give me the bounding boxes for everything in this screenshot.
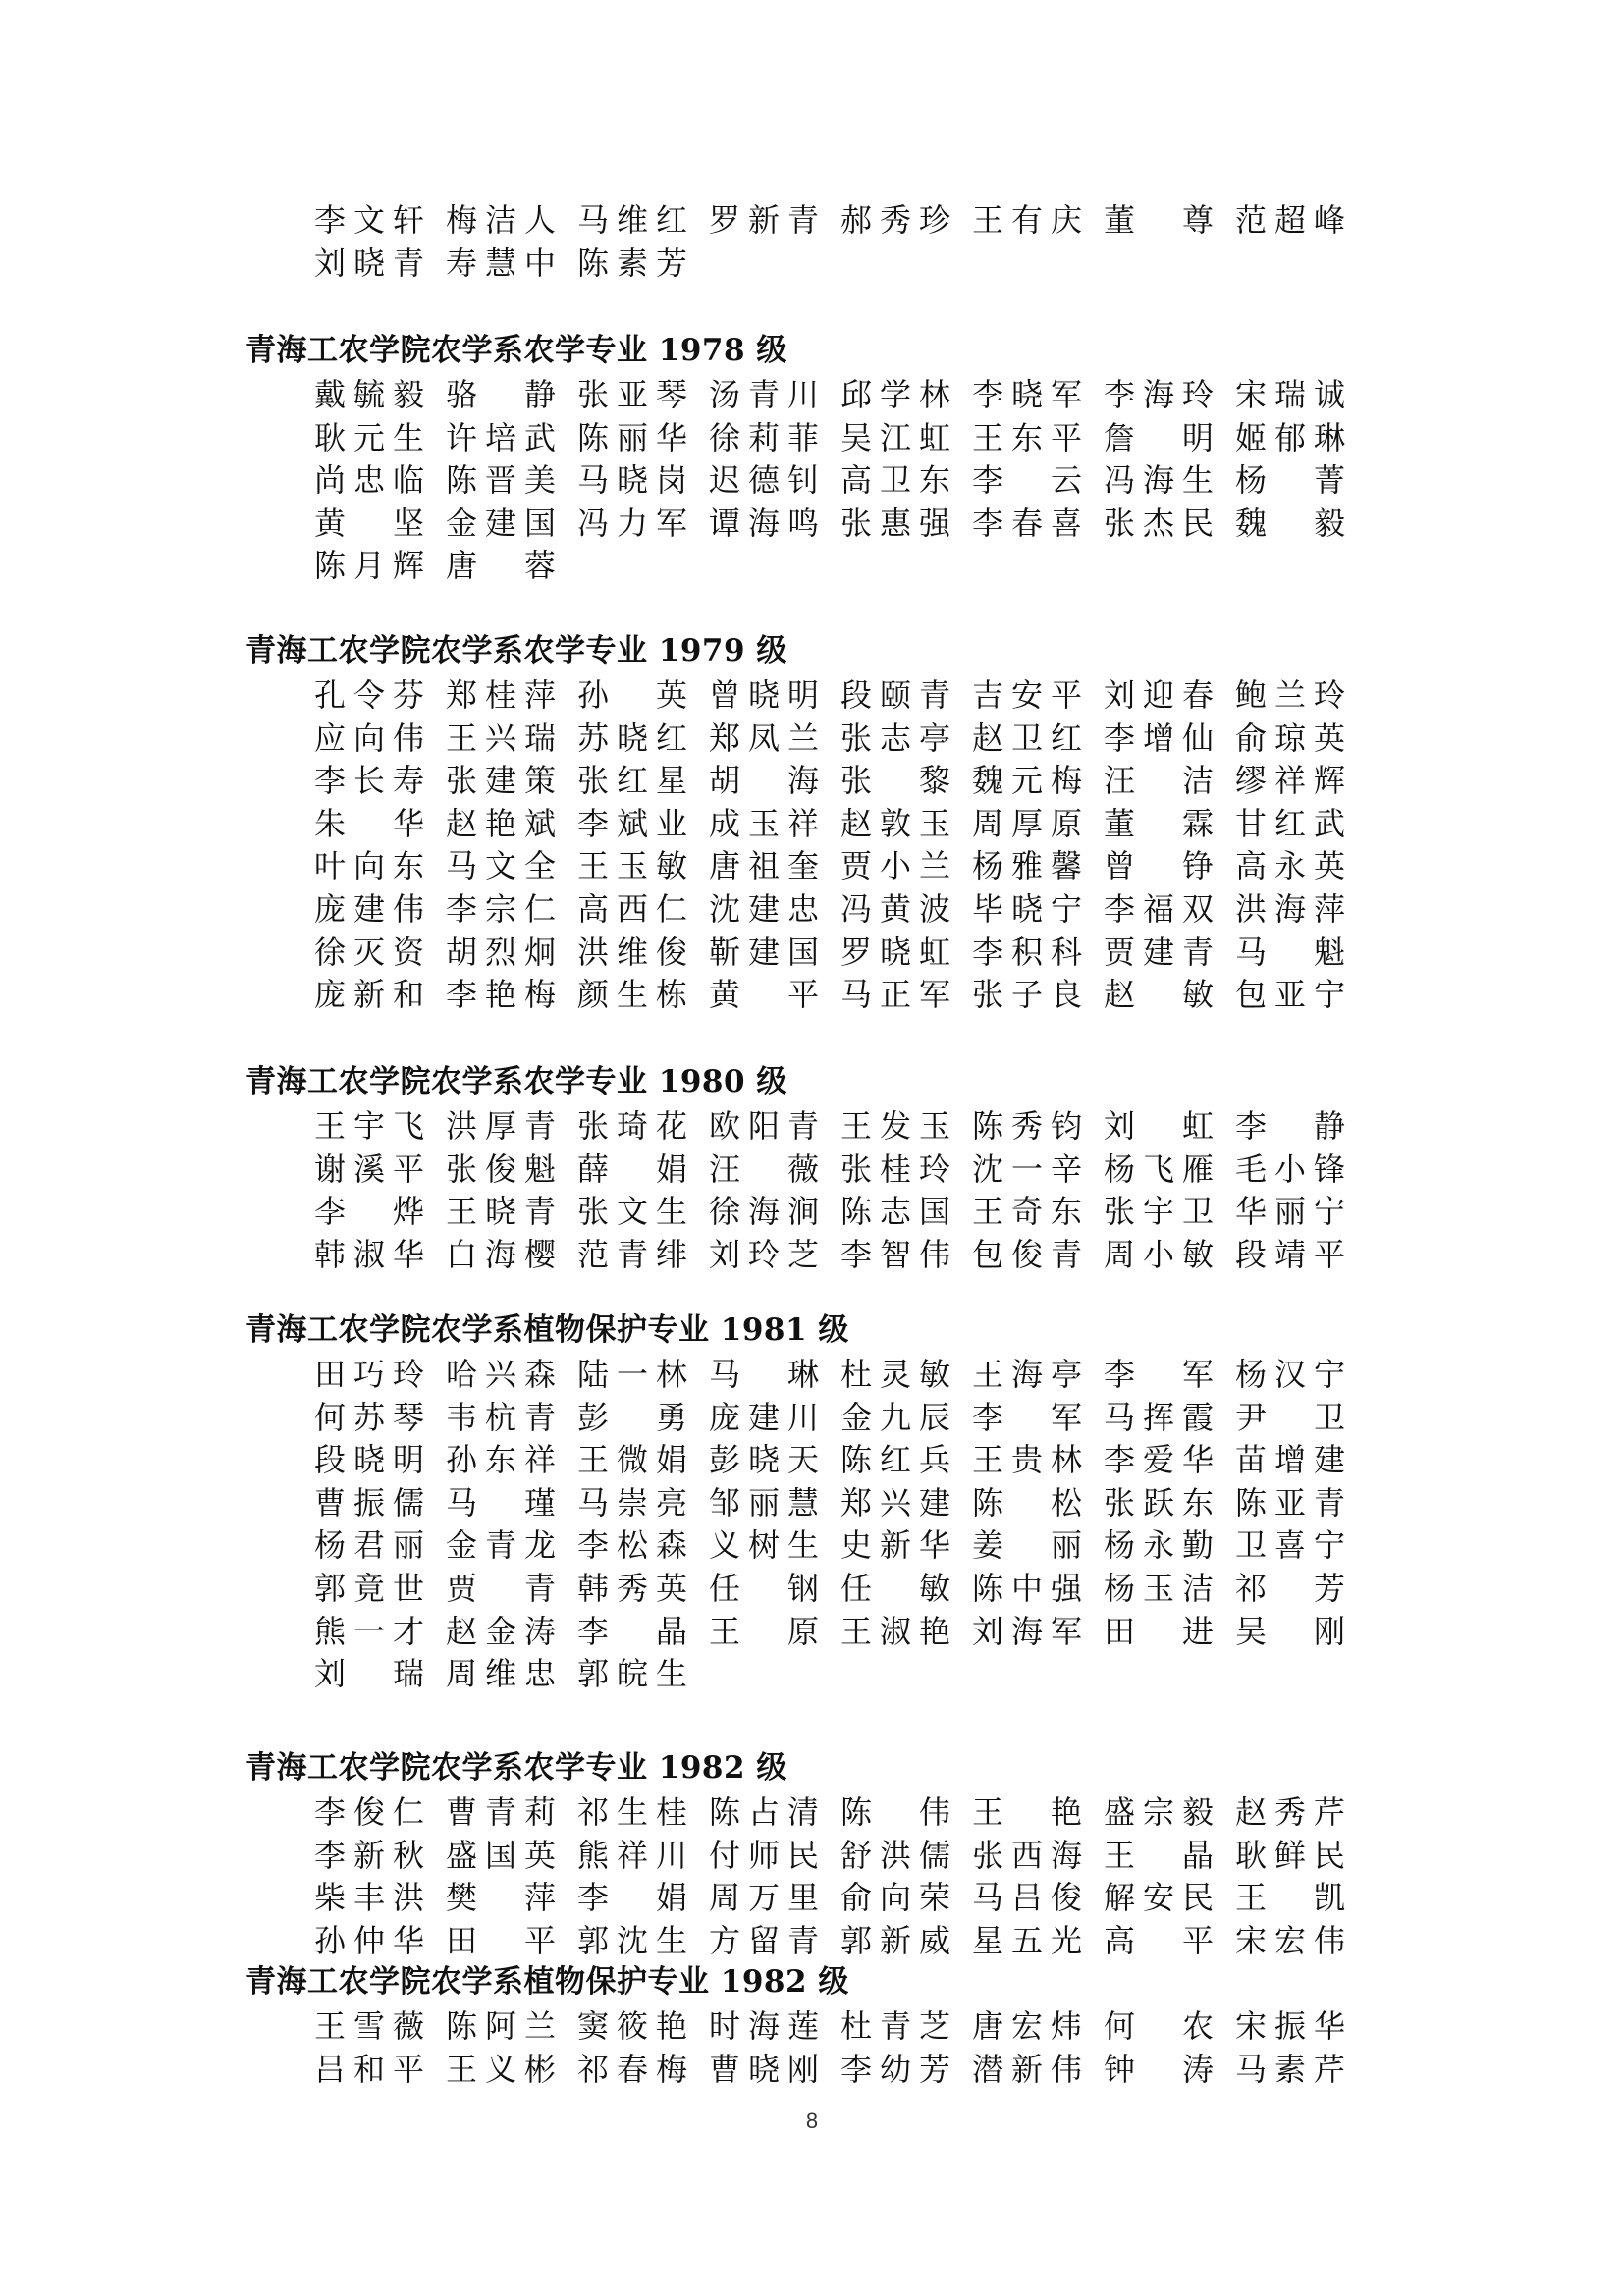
student-name: 史新华 [840,1526,950,1565]
student-name: 毛小锋 [1235,1149,1345,1188]
student-name: 周厚原 [972,804,1082,842]
student-name: 范超峰 [1235,201,1345,239]
student-name: 王奇东 [972,1193,1082,1231]
student-name: 戴毓毅 [314,376,424,413]
student-name: 王贵林 [972,1441,1082,1479]
student-name: 包俊青 [972,1235,1082,1273]
student-name: 黄 平 [709,976,819,1014]
student-name: 郑桂萍 [446,676,556,714]
student-name: 张西海 [972,1836,1082,1874]
student-name: 李长寿 [314,762,424,800]
student-name: 郝秀珍 [840,201,950,239]
student-name: 陈月辉 [314,547,424,585]
name-row [0,1233,1624,1276]
student-name: 杨 菁 [1235,461,1345,500]
name-row [0,1190,1624,1233]
student-name: 彭晓天 [709,1441,819,1479]
student-name: 郑凤兰 [709,719,819,757]
student-name: 苗增建 [1235,1441,1345,1479]
student-name: 张文生 [577,1193,687,1231]
student-name: 沈建忠 [709,890,819,928]
student-name: 张红星 [577,762,687,800]
student-name: 郭新威 [840,1921,950,1959]
student-name: 周维忠 [446,1655,556,1693]
student-name: 李春喜 [972,504,1082,542]
student-name: 曹青莉 [446,1793,556,1831]
student-name: 刘迎春 [1104,676,1214,714]
student-name: 李宗仁 [446,890,556,928]
name-row [0,973,1624,1016]
student-name: 叶向东 [314,847,424,885]
student-name: 赵敦玉 [840,804,950,842]
student-name: 陈占清 [709,1793,819,1831]
name-row [0,1481,1624,1524]
student-name: 李积科 [972,933,1082,971]
student-name: 付师民 [709,1836,819,1874]
student-name: 高西仁 [577,890,687,928]
class-heading: 青海工农学院农学系农学专业 1978 级 [245,333,787,368]
student-name: 马 瑾 [446,1483,556,1522]
student-name: 韩淑华 [314,1235,424,1273]
student-name: 胡 海 [709,762,819,800]
class-heading: 青海工农学院农学系植物保护专业 1981 级 [245,1312,849,1348]
student-name: 李文轩 [314,201,424,239]
student-name: 方留青 [709,1921,819,1959]
student-name: 熊一才 [314,1612,424,1650]
class-heading: 青海工农学院农学系农学专业 1980 级 [245,1064,787,1099]
student-name: 舒洪儒 [840,1836,950,1874]
student-name: 高卫东 [840,461,950,500]
student-name: 李晓军 [972,376,1082,413]
student-name: 时海莲 [709,2007,819,2045]
student-name: 金青龙 [446,1526,556,1565]
student-name: 盛国英 [446,1836,556,1874]
student-name: 俞向荣 [840,1879,950,1917]
student-name: 陈秀钧 [972,1107,1082,1145]
student-name: 王发玉 [840,1107,950,1145]
student-name: 任 敏 [840,1570,950,1607]
student-name: 曾 铮 [1104,847,1214,885]
student-name: 姜 丽 [972,1526,1082,1565]
student-name: 李海玲 [1104,376,1214,413]
student-name: 曹晓刚 [709,2050,819,2088]
student-name: 马挥霞 [1104,1398,1214,1436]
student-name: 李俊仁 [314,1793,424,1831]
student-name: 韦杭青 [446,1398,556,1436]
student-name: 许培武 [446,418,556,456]
student-name: 孙 英 [577,676,687,714]
student-name: 李 娟 [577,1879,687,1917]
student-name: 张建策 [446,762,556,800]
name-row [0,1652,1624,1695]
student-name: 缪祥辉 [1235,762,1345,800]
student-name: 魏元梅 [972,762,1082,800]
student-name: 李艳梅 [446,976,556,1014]
name-row [0,2048,1624,2091]
student-name: 曹振儒 [314,1483,424,1522]
student-name: 应向伟 [314,719,424,757]
student-name: 金九辰 [840,1398,950,1436]
student-name: 马 魁 [1235,933,1345,971]
student-name: 盛宗毅 [1104,1793,1214,1831]
student-name: 汤青川 [709,376,819,413]
student-name: 俞琼英 [1235,719,1345,757]
student-name: 田 进 [1104,1612,1214,1650]
student-name: 沈一辛 [972,1149,1082,1188]
name-row [0,887,1624,931]
student-name: 刘 瑞 [314,1655,424,1693]
class-heading: 青海工农学院农学系植物保护专业 1982 级 [245,1964,849,2000]
name-row [0,1567,1624,1610]
student-name: 白海樱 [446,1235,556,1273]
student-name: 柴丰洪 [314,1879,424,1917]
student-name: 冯力军 [577,504,687,542]
student-name: 马素芹 [1235,2050,1345,2088]
name-row [0,1104,1624,1148]
student-name: 马维红 [577,201,687,239]
student-name: 吕和平 [314,2050,424,2088]
student-name: 何苏琴 [314,1398,424,1436]
student-name: 郭沈生 [577,1921,687,1959]
name-row [0,544,1624,587]
student-name: 樊 萍 [446,1879,556,1917]
page-number: 8 [805,2109,819,2133]
student-name: 哈兴森 [446,1356,556,1393]
student-name: 朱 华 [314,804,424,842]
student-name: 冯黄波 [840,890,950,928]
student-name: 刘晓青 [314,243,424,282]
name-row [0,1919,1624,1962]
name-row [0,1396,1624,1439]
student-name: 谭海鸣 [709,504,819,542]
student-name: 宋振华 [1235,2007,1345,2045]
student-name: 李斌业 [577,804,687,842]
student-name: 赵金涛 [446,1612,556,1650]
student-name: 洪海萍 [1235,890,1345,928]
student-name: 贾 青 [446,1570,556,1607]
student-name: 董 尊 [1104,201,1214,239]
student-name: 段靖平 [1235,1235,1345,1273]
student-name: 张杰民 [1104,504,1214,542]
student-name: 王 艳 [972,1793,1082,1831]
name-row [0,1876,1624,1919]
name-row [0,1148,1624,1191]
student-name: 李福双 [1104,890,1214,928]
student-name: 熊祥川 [577,1836,687,1874]
student-name: 尚忠临 [314,461,424,500]
student-name: 王玉敏 [577,847,687,885]
student-name: 任 钢 [709,1570,819,1607]
student-name: 洪维俊 [577,933,687,971]
name-row [0,2004,1624,2048]
student-name: 徐海涧 [709,1193,819,1231]
student-name: 杨飞雁 [1104,1149,1214,1188]
student-name: 徐灭资 [314,933,424,971]
student-name: 吴江虹 [840,418,950,456]
name-row [0,759,1624,802]
student-name: 王义彬 [446,2050,556,2088]
student-name: 张亚琴 [577,376,687,413]
student-name: 毕晓宁 [972,890,1082,928]
student-name: 杨君丽 [314,1526,424,1565]
student-name: 田 平 [446,1921,556,1959]
student-name: 贾建青 [1104,933,1214,971]
student-name: 赵 敏 [1104,976,1214,1014]
student-name: 成玉祥 [709,804,819,842]
class-heading: 青海工农学院农学系农学专业 1982 级 [245,1750,787,1786]
name-row [0,673,1624,717]
student-name: 王淑艳 [840,1612,950,1650]
student-name: 徐莉菲 [709,418,819,456]
student-name: 李 军 [1104,1356,1214,1393]
student-name: 郑兴建 [840,1483,950,1522]
student-name: 李 云 [972,461,1082,500]
student-name: 赵艳斌 [446,804,556,842]
student-name: 李幼芳 [840,2050,950,2088]
student-name: 邹丽慧 [709,1483,819,1522]
student-name: 杜灵敏 [840,1356,950,1393]
student-name: 宋瑞诚 [1235,376,1345,413]
name-row [0,1523,1624,1567]
student-name: 陈 伟 [840,1793,950,1831]
name-row [0,241,1624,285]
student-name: 骆 静 [446,376,556,413]
student-name: 王微娟 [577,1441,687,1479]
student-name: 詹 明 [1104,418,1214,456]
student-name: 姬郁琳 [1235,418,1345,456]
student-name: 李爱华 [1104,1441,1214,1479]
name-row [0,416,1624,459]
student-name: 庞新和 [314,976,424,1014]
student-name: 杨汉宁 [1235,1356,1345,1393]
name-row [0,1834,1624,1877]
student-name: 段晓明 [314,1441,424,1479]
student-name: 卫喜宁 [1235,1526,1345,1565]
student-name: 刘海军 [972,1612,1082,1650]
student-name: 李增仙 [1104,719,1214,757]
student-name: 陈志国 [840,1193,950,1231]
student-name: 李 晶 [577,1612,687,1650]
student-name: 周小敏 [1104,1235,1214,1273]
student-name: 苏晓红 [577,719,687,757]
student-name: 郭竟世 [314,1570,424,1607]
student-name: 鲍兰玲 [1235,676,1345,714]
student-name: 李松森 [577,1526,687,1565]
name-row [0,373,1624,416]
student-name: 祁春梅 [577,2050,687,2088]
name-row [0,1790,1624,1834]
student-name: 杨玉洁 [1104,1570,1214,1607]
student-name: 钟 涛 [1104,2050,1214,2088]
student-name: 张俊魁 [446,1149,556,1188]
student-name: 唐宏炜 [972,2007,1082,2045]
student-name: 庞建伟 [314,890,424,928]
student-name: 胡烈炯 [446,933,556,971]
student-name: 陈晋美 [446,461,556,500]
student-name: 曾晓明 [709,676,819,714]
student-name: 颜生栋 [577,976,687,1014]
student-name: 刘 虹 [1104,1107,1214,1145]
student-name: 邱学林 [840,376,950,413]
student-name: 魏 毅 [1235,504,1345,542]
student-name: 汪 洁 [1104,762,1214,800]
student-name: 段颐青 [840,676,950,714]
student-name: 王晓青 [446,1193,556,1231]
student-name: 庞建川 [709,1398,819,1436]
student-name: 王东平 [972,418,1082,456]
name-row [0,802,1624,845]
student-name: 王海亭 [972,1356,1082,1393]
student-name: 陈阿兰 [446,2007,556,2045]
student-name: 唐祖奎 [709,847,819,885]
student-name: 王有庆 [972,201,1082,239]
student-name: 韩秀英 [577,1570,687,1607]
student-name: 李 军 [972,1398,1082,1436]
student-name: 祁 芳 [1235,1570,1345,1607]
student-name: 张琦花 [577,1107,687,1145]
student-name: 华丽宁 [1235,1193,1345,1231]
name-row [0,844,1624,887]
student-name: 王 原 [709,1612,819,1650]
student-name: 王兴瑞 [446,719,556,757]
student-name: 杜青芝 [840,2007,950,2045]
student-name: 吉安平 [972,676,1082,714]
student-name: 尹 卫 [1235,1398,1345,1436]
student-name: 义树生 [709,1526,819,1565]
student-name: 陈 松 [972,1483,1082,1522]
student-name: 陈丽华 [577,418,687,456]
student-name: 宋宏伟 [1235,1921,1345,1959]
student-name: 孙东祥 [446,1441,556,1479]
student-name: 包亚宁 [1235,976,1345,1014]
student-name: 薛 娟 [577,1149,687,1188]
name-row [0,717,1624,760]
student-name: 张宇卫 [1104,1193,1214,1231]
name-row [0,1438,1624,1481]
student-name: 冯海生 [1104,461,1214,500]
student-name: 张子良 [972,976,1082,1014]
student-name: 赵秀芹 [1235,1793,1345,1831]
student-name: 李智伟 [840,1235,950,1273]
student-name: 高永英 [1235,847,1345,885]
student-name: 王 凯 [1235,1879,1345,1917]
student-name: 金建国 [446,504,556,542]
student-name: 刘玲芝 [709,1235,819,1273]
student-name: 张惠强 [840,504,950,542]
student-name: 欧阳青 [709,1107,819,1145]
student-name: 马 琳 [709,1356,819,1393]
student-name: 耿鲜民 [1235,1836,1345,1874]
student-name: 孙仲华 [314,1921,424,1959]
student-name: 赵卫红 [972,719,1082,757]
student-name: 杨永勤 [1104,1526,1214,1565]
student-name: 高 平 [1104,1921,1214,1959]
student-name: 陆一林 [577,1356,687,1393]
student-name: 马晓岗 [577,461,687,500]
name-row [0,1353,1624,1396]
student-name: 唐 蓉 [446,547,556,585]
student-name: 谢溪平 [314,1149,424,1188]
student-name: 范青绯 [577,1235,687,1273]
student-name: 祁生桂 [577,1793,687,1831]
student-name: 陈中强 [972,1570,1082,1607]
student-name: 杨雅馨 [972,847,1082,885]
name-row [0,931,1624,974]
student-name: 耿元生 [314,418,424,456]
student-name: 马文全 [446,847,556,885]
student-name: 贾小兰 [840,847,950,885]
student-name: 李 烨 [314,1193,424,1231]
student-name: 张志亭 [840,719,950,757]
name-row [0,502,1624,545]
name-row [0,1610,1624,1653]
student-name: 郭皖生 [577,1655,687,1693]
student-name: 马吕俊 [972,1879,1082,1917]
student-name: 甘红武 [1235,804,1345,842]
student-name: 张桂玲 [840,1149,950,1188]
student-name: 马崇亮 [577,1483,687,1522]
student-name: 陈亚青 [1235,1483,1345,1522]
student-name: 吴 刚 [1235,1612,1345,1650]
student-name: 靳建国 [709,933,819,971]
student-name: 张 黎 [840,762,950,800]
class-heading: 青海工农学院农学系农学专业 1979 级 [245,633,787,668]
student-name: 梅洁人 [446,201,556,239]
student-name: 窦筱艳 [577,2007,687,2045]
name-row [0,458,1624,502]
student-name: 王 晶 [1104,1836,1214,1874]
student-name: 田巧玲 [314,1356,424,1393]
student-name: 陈素芳 [577,243,687,282]
student-name: 星五光 [972,1921,1082,1959]
student-name: 李新秋 [314,1836,424,1874]
student-name: 王宇飞 [314,1107,424,1145]
student-name: 黄 坚 [314,504,424,542]
student-name: 寿慧中 [446,243,556,282]
student-name: 王雪薇 [314,2007,424,2045]
student-name: 马正军 [840,976,950,1014]
student-name: 汪 薇 [709,1149,819,1188]
student-name: 孔令芬 [314,676,424,714]
student-name: 周万里 [709,1879,819,1917]
student-name: 罗晓虹 [840,933,950,971]
student-name: 潜新伟 [972,2050,1082,2088]
student-name: 彭 勇 [577,1398,687,1436]
student-name: 李 静 [1235,1107,1345,1145]
student-name: 洪厚青 [446,1107,556,1145]
student-name: 迟德钊 [709,461,819,500]
student-name: 解安民 [1104,1879,1214,1917]
student-name: 陈红兵 [840,1441,950,1479]
name-row [0,198,1624,241]
student-name: 董 霖 [1104,804,1214,842]
student-name: 张跃东 [1104,1483,1214,1522]
student-name: 何 农 [1104,2007,1214,2045]
student-name: 罗新青 [709,201,819,239]
